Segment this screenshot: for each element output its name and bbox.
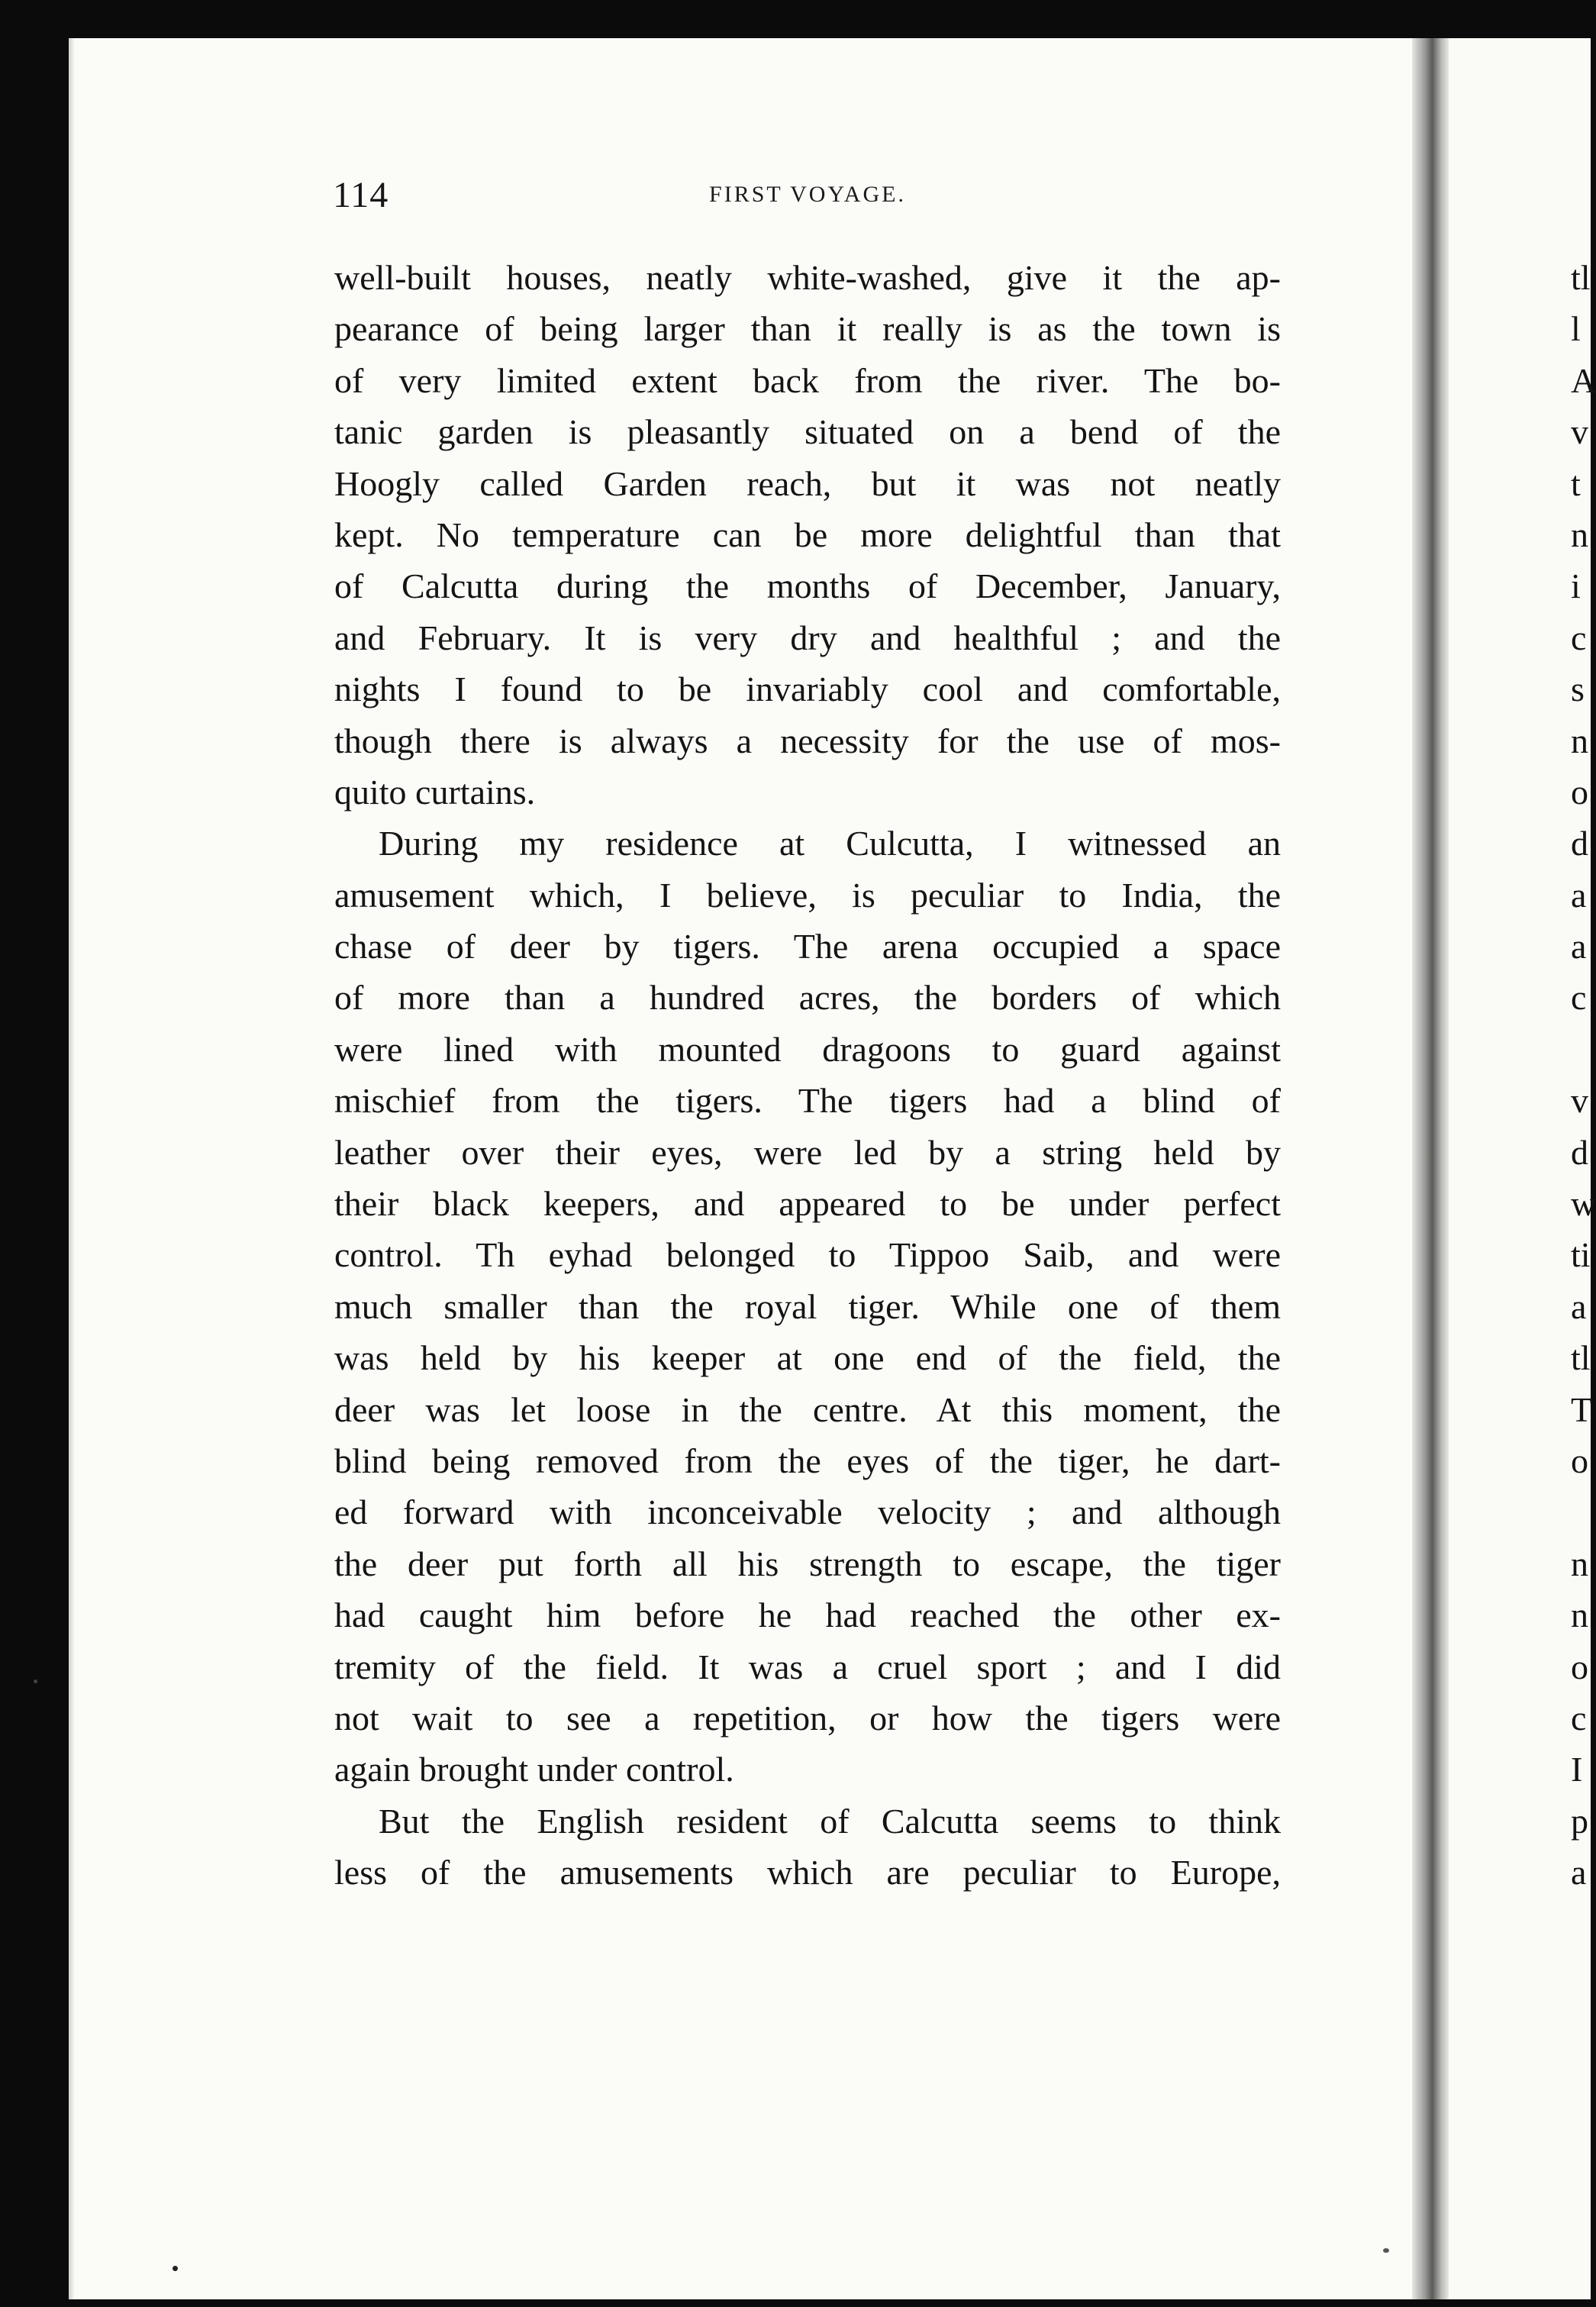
facing-line-fragment: [1571, 1024, 1591, 1075]
facing-line-fragment: T: [1571, 1389, 1593, 1429]
text-line: much smaller than the royal tiger. While one of them: [334, 1286, 1281, 1326]
text-line: had caught him before he had reached the other ex-: [334, 1596, 1281, 1635]
facing-line-fragment: tl: [1571, 258, 1591, 297]
facing-line-fragment: o: [1571, 1647, 1588, 1686]
facing-line-fragment: n: [1571, 1544, 1588, 1583]
text-line: quito curtains.: [334, 772, 536, 811]
text-line: leather over their eyes, were led by a string held by: [334, 1132, 1281, 1172]
text-line: But the English resident of Calcutta seems to think: [379, 1801, 1281, 1841]
facing-line-fragment: o: [1571, 1441, 1588, 1480]
text-line: chase of deer by tigers. The arena occupied a space: [334, 927, 1281, 966]
facing-line-fragment: a: [1571, 875, 1587, 915]
facing-line-fragment: n: [1571, 515, 1588, 554]
facing-line-fragment: c: [1571, 978, 1587, 1018]
text-line: blind being removed from the eyes of the tiger, he dart-: [334, 1441, 1281, 1480]
text-line: less of the amusements which are peculiar to Europe,: [334, 1853, 1281, 1892]
facing-line-fragment: a: [1571, 1853, 1587, 1892]
text-line: During my residence at Culcutta, I witnessed an: [379, 824, 1281, 863]
text-line: tanic garden is pleasantly situated on a bend of the: [334, 412, 1281, 452]
facing-line-fragment: l: [1571, 309, 1581, 349]
facing-line-fragment: A: [1571, 360, 1596, 400]
text-line: tremity of the field. It was a cruel sport ; and I did: [334, 1647, 1281, 1686]
body-text: [334, 252, 1281, 1899]
facing-line-fragment: c: [1571, 1698, 1587, 1738]
facing-line-fragment: o: [1571, 772, 1588, 811]
facing-line-fragment: i: [1571, 566, 1581, 606]
facing-line-fragment: tl: [1571, 1338, 1591, 1378]
running-head: [333, 174, 1282, 220]
text-line: though there is always a necessity for the use of mos-: [334, 721, 1281, 760]
facing-line-fragment: d: [1571, 824, 1588, 863]
facing-line-fragment: a: [1571, 1286, 1587, 1326]
facing-line-fragment: v: [1571, 1081, 1588, 1121]
facing-line-fragment: p: [1571, 1801, 1588, 1841]
facing-line-fragment: ti: [1571, 1235, 1591, 1275]
text-line: deer was let loose in the centre. At this moment, the: [334, 1389, 1281, 1429]
facing-line-fragment: I: [1571, 1750, 1583, 1789]
text-line: well-built houses, neatly white-washed, give it the ap-: [334, 258, 1281, 297]
text-line: and February. It is very dry and healthful ; and the: [334, 618, 1281, 657]
facing-page: [1449, 38, 1596, 2299]
text-line: their black keepers, and appeared to be under perfect: [334, 1184, 1281, 1224]
text-line: of very limited extent back from the river. The bo-: [334, 360, 1281, 400]
facing-line-fragment: n: [1571, 1596, 1588, 1635]
facing-line-fragment: s: [1571, 670, 1585, 709]
text-line: kept. No temperature can be more delightful than that: [334, 515, 1281, 554]
text-line: were lined with mounted dragoons to guard against: [334, 1029, 1281, 1069]
section-title: FIRST VOYAGE.: [709, 182, 906, 207]
facing-line-fragment: t: [1571, 463, 1581, 503]
text-line: of more than a hundred acres, the borders of which: [334, 978, 1281, 1018]
facing-line-fragment: c: [1571, 618, 1587, 657]
text-line: was held by his keeper at one end of the field, the: [334, 1338, 1281, 1378]
text-line: mischief from the tigers. The tigers had a blind of: [334, 1081, 1281, 1121]
facing-line-fragment: v: [1571, 412, 1588, 452]
facing-page-text-fragments: [1571, 252, 1596, 1899]
text-line: again brought under control.: [334, 1750, 734, 1789]
ink-speck: [1383, 2248, 1389, 2253]
text-line: amusement which, I believe, is peculiar to India, the: [334, 875, 1281, 915]
ink-speck: [172, 2266, 178, 2271]
text-line: the deer put forth all his strength to escape, the tiger: [334, 1544, 1281, 1583]
facing-line-fragment: d: [1571, 1132, 1588, 1172]
text-line: not wait to see a repetition, or how the tigers were: [334, 1698, 1281, 1738]
text-line: Hoogly called Garden reach, but it was not neatly: [334, 463, 1281, 503]
book-gutter: [1412, 38, 1449, 2299]
page-edge-shadow: [69, 38, 75, 2299]
text-line: pearance of being larger than it really is as the town is: [334, 309, 1281, 349]
text-line: of Calcutta during the months of December, January,: [334, 566, 1281, 606]
facing-line-fragment: w: [1571, 1184, 1596, 1224]
text-line: ed forward with inconceivable velocity ; and although: [334, 1492, 1281, 1532]
ink-speck: [34, 1679, 37, 1683]
facing-line-fragment: n: [1571, 721, 1588, 760]
text-line: control. Th eyhad belonged to Tippoo Saib, and were: [334, 1235, 1281, 1275]
facing-line-fragment: [1571, 1486, 1591, 1537]
facing-line-fragment: a: [1571, 927, 1587, 966]
text-line: nights I found to be invariably cool and comfortable,: [334, 670, 1281, 709]
page-number: 114: [333, 175, 389, 215]
